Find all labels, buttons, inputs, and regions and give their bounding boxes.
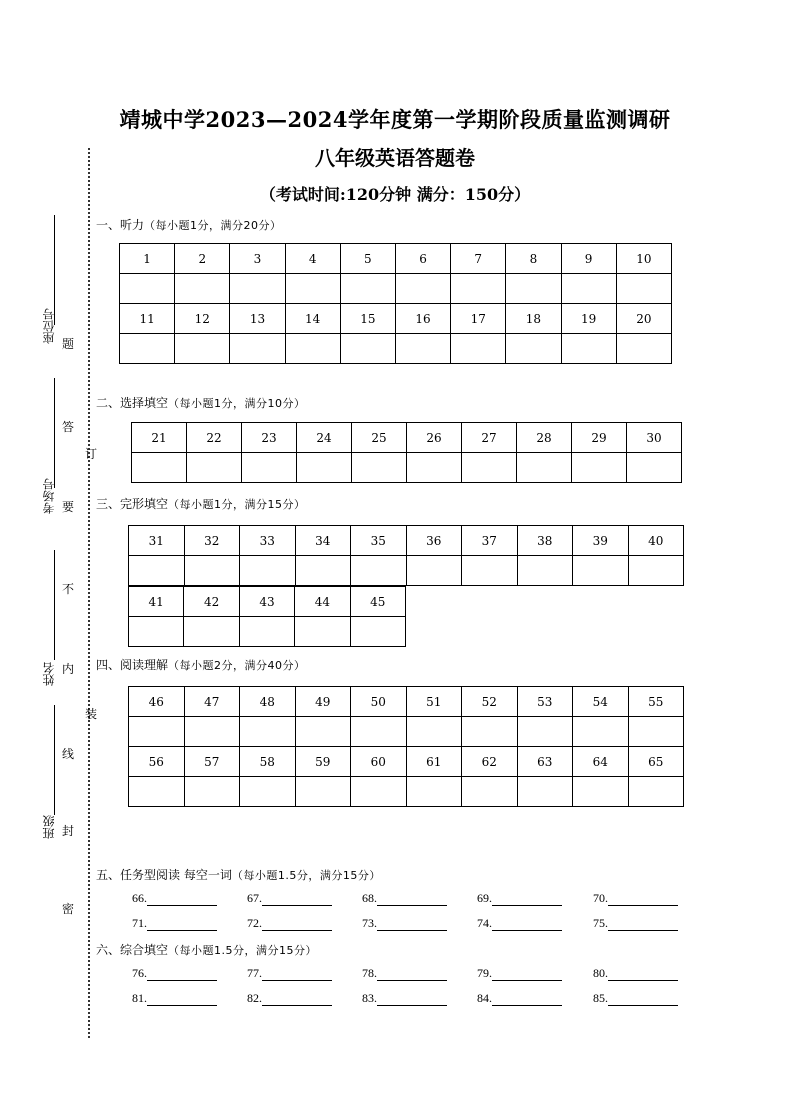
answer-cell[interactable]: [517, 453, 572, 483]
blank-line[interactable]: [262, 893, 332, 906]
question-number: 60: [351, 747, 407, 777]
section-note: （每小题2分，满分40分）: [168, 659, 306, 672]
answer-cell[interactable]: [129, 717, 185, 747]
seal-char: 题: [62, 337, 75, 351]
binding-dotted-line: [88, 148, 90, 1038]
blank-item[interactable]: [362, 991, 447, 1006]
answer-cell[interactable]: [561, 274, 616, 304]
answer-cell[interactable]: [407, 453, 462, 483]
blank-number: 75.: [593, 916, 608, 930]
blank-line[interactable]: [608, 968, 678, 981]
answer-cell[interactable]: [295, 717, 351, 747]
question-number: 37: [462, 526, 518, 556]
blank-line[interactable]: [147, 993, 217, 1006]
blank-line[interactable]: [492, 993, 562, 1006]
question-number: 64: [573, 747, 629, 777]
answer-cell[interactable]: [627, 453, 682, 483]
question-number: 12: [175, 304, 230, 334]
seal-char: 装: [85, 707, 98, 721]
blank-item[interactable]: [362, 966, 447, 981]
question-number: 20: [616, 304, 671, 334]
question-number: 25: [352, 423, 407, 453]
question-number: 9: [561, 244, 616, 274]
blank-line[interactable]: [262, 968, 332, 981]
seal-char: 内: [62, 662, 75, 676]
question-number: 62: [462, 747, 518, 777]
section-note: （每小题1.5分，满分15分）: [231, 869, 381, 882]
answer-cell[interactable]: [340, 334, 395, 364]
blank-line[interactable]: [492, 968, 562, 981]
blank-number: 72.: [247, 916, 262, 930]
question-number: 1: [120, 244, 175, 274]
seal-char: 订: [85, 447, 98, 461]
answer-cell[interactable]: [506, 274, 561, 304]
blank-item[interactable]: [593, 966, 678, 981]
question-number: 63: [517, 747, 573, 777]
answer-cell[interactable]: [285, 274, 340, 304]
question-number: 31: [129, 526, 185, 556]
seat-number-label: 座位号: [42, 308, 56, 344]
blank-line[interactable]: [377, 968, 447, 981]
question-number: 16: [395, 304, 450, 334]
answer-cell[interactable]: [628, 556, 684, 586]
answer-cell[interactable]: [129, 556, 185, 586]
question-number: 53: [517, 687, 573, 717]
question-number: 27: [462, 423, 517, 453]
answer-cell[interactable]: [184, 617, 239, 647]
answer-cell[interactable]: [184, 556, 240, 586]
answer-cell[interactable]: [506, 334, 561, 364]
blank-line[interactable]: [492, 918, 562, 931]
section-title: 二、选择填空: [96, 396, 169, 410]
blank-item[interactable]: [362, 916, 447, 931]
answer-cell[interactable]: [129, 617, 184, 647]
question-number: 58: [240, 747, 296, 777]
blank-line[interactable]: [377, 893, 447, 906]
blank-number: 67.: [247, 891, 262, 905]
question-number: 15: [340, 304, 395, 334]
blank-item[interactable]: [362, 891, 447, 906]
answer-cell[interactable]: [129, 777, 185, 807]
seal-char: 密: [62, 902, 75, 916]
section-note: （每小题1分，满分20分）: [144, 219, 282, 232]
answer-cell[interactable]: [295, 617, 350, 647]
section-title: 四、阅读理解: [96, 658, 169, 672]
blank-item[interactable]: [132, 891, 217, 906]
answer-cell[interactable]: [462, 777, 518, 807]
answer-cell[interactable]: [616, 334, 671, 364]
question-number: 51: [406, 687, 462, 717]
question-number: 47: [184, 687, 240, 717]
seal-char: 封: [62, 824, 75, 838]
blank-line[interactable]: [262, 993, 332, 1006]
answer-cell[interactable]: [561, 334, 616, 364]
blank-item[interactable]: [477, 991, 562, 1006]
choice-answer-grid: [131, 422, 682, 483]
blank-line[interactable]: [608, 993, 678, 1006]
answer-cell[interactable]: [230, 274, 285, 304]
answer-cell[interactable]: [184, 777, 240, 807]
class-line: [54, 705, 55, 815]
answer-cell[interactable]: [351, 556, 407, 586]
exam-info: （考试时间:120分钟 满分：150分）: [259, 185, 531, 204]
question-number: 7: [451, 244, 506, 274]
question-number: 26: [407, 423, 462, 453]
answer-cell[interactable]: [230, 334, 285, 364]
blank-number: 83.: [362, 991, 377, 1005]
section-comprehensive-fill-heading: [96, 941, 317, 958]
answer-cell[interactable]: [297, 453, 352, 483]
question-number: 22: [187, 423, 242, 453]
question-number: 28: [517, 423, 572, 453]
question-number: 10: [616, 244, 671, 274]
question-number: 38: [517, 526, 573, 556]
exam-room-line: [54, 378, 55, 488]
answer-cell[interactable]: [406, 556, 462, 586]
question-number: 57: [184, 747, 240, 777]
blank-line[interactable]: [377, 918, 447, 931]
question-number: 40: [628, 526, 684, 556]
question-number: 35: [351, 526, 407, 556]
answer-cell[interactable]: [395, 274, 450, 304]
answer-cell[interactable]: [573, 556, 629, 586]
answer-cell[interactable]: [517, 556, 573, 586]
answer-cell[interactable]: [517, 717, 573, 747]
answer-cell[interactable]: [242, 453, 297, 483]
question-number: 43: [239, 587, 294, 617]
question-number: 30: [627, 423, 682, 453]
blank-number: 74.: [477, 916, 492, 930]
question-number: 50: [351, 687, 407, 717]
question-number: 44: [295, 587, 350, 617]
blank-item[interactable]: [477, 891, 562, 906]
section-choice-heading: [96, 394, 306, 411]
answer-cell[interactable]: [239, 617, 294, 647]
question-number: 11: [120, 304, 175, 334]
question-number: 52: [462, 687, 518, 717]
answer-cell[interactable]: [462, 556, 518, 586]
blank-number: 85.: [593, 991, 608, 1005]
seal-char: 答: [62, 420, 75, 434]
question-number: 56: [129, 747, 185, 777]
section-reading-heading: [96, 656, 306, 673]
question-number: 14: [285, 304, 340, 334]
question-number: 49: [295, 687, 351, 717]
answer-cell[interactable]: [406, 717, 462, 747]
answer-cell[interactable]: [175, 274, 230, 304]
answer-cell[interactable]: [406, 777, 462, 807]
blank-number: 70.: [593, 891, 608, 905]
exam-room-label: 考场号: [42, 478, 56, 514]
question-number: 61: [406, 747, 462, 777]
question-number: 41: [129, 587, 184, 617]
listening-answer-grid: [119, 243, 672, 364]
blank-item[interactable]: [477, 916, 562, 931]
blank-number: 84.: [477, 991, 492, 1005]
answer-cell[interactable]: [395, 334, 450, 364]
question-number: 34: [295, 526, 351, 556]
blank-number: 79.: [477, 966, 492, 980]
blank-item[interactable]: [247, 916, 332, 931]
question-number: 46: [129, 687, 185, 717]
blank-line[interactable]: [147, 918, 217, 931]
answer-cell[interactable]: [350, 617, 405, 647]
blank-number: 68.: [362, 891, 377, 905]
section-title: 五、任务型阅读 每空一词: [96, 868, 232, 882]
question-number: 29: [572, 423, 627, 453]
class-label: 班级: [42, 815, 56, 839]
blank-number: 82.: [247, 991, 262, 1005]
question-number: 2: [175, 244, 230, 274]
blank-line[interactable]: [262, 918, 332, 931]
exam-title: 靖城中学2023—2024学年度第一学期阶段质量监测调研: [119, 107, 671, 132]
answer-cell[interactable]: [295, 556, 351, 586]
blank-number: 71.: [132, 916, 147, 930]
answer-cell[interactable]: [120, 334, 175, 364]
blank-number: 77.: [247, 966, 262, 980]
question-number: 45: [350, 587, 405, 617]
blank-item[interactable]: [132, 966, 217, 981]
blank-line[interactable]: [377, 993, 447, 1006]
section-note: （每小题1分，满分10分）: [168, 397, 306, 410]
question-number: 8: [506, 244, 561, 274]
blank-item[interactable]: [477, 966, 562, 981]
question-number: 24: [297, 423, 352, 453]
answer-cell[interactable]: [351, 717, 407, 747]
blank-number: 80.: [593, 966, 608, 980]
answer-cell[interactable]: [517, 777, 573, 807]
answer-cell[interactable]: [240, 556, 296, 586]
question-number: 6: [395, 244, 450, 274]
question-number: 59: [295, 747, 351, 777]
answer-cell[interactable]: [240, 777, 296, 807]
answer-cell[interactable]: [573, 777, 629, 807]
answer-cell[interactable]: [187, 453, 242, 483]
answer-cell[interactable]: [132, 453, 187, 483]
question-number: 48: [240, 687, 296, 717]
blank-line[interactable]: [147, 968, 217, 981]
question-number: 42: [184, 587, 239, 617]
blank-item[interactable]: [593, 916, 678, 931]
answer-cell[interactable]: [240, 717, 296, 747]
answer-cell[interactable]: [285, 334, 340, 364]
answer-cell[interactable]: [184, 717, 240, 747]
answer-cell[interactable]: [340, 274, 395, 304]
answer-cell[interactable]: [175, 334, 230, 364]
section-note: （每小题1.5分，满分15分）: [168, 944, 318, 957]
section-cloze-heading: [96, 495, 306, 512]
answer-cell[interactable]: [451, 334, 506, 364]
question-number: 18: [506, 304, 561, 334]
question-number: 13: [230, 304, 285, 334]
question-number: 19: [561, 304, 616, 334]
blank-item[interactable]: [247, 891, 332, 906]
cloze-answer-grid-1: [128, 525, 684, 586]
blank-item[interactable]: [247, 991, 332, 1006]
section-title: 三、完形填空: [96, 497, 169, 511]
answer-cell[interactable]: [295, 777, 351, 807]
question-number: 54: [573, 687, 629, 717]
answer-cell[interactable]: [451, 274, 506, 304]
question-number: 5: [340, 244, 395, 274]
answer-cell[interactable]: [462, 453, 517, 483]
question-number: 39: [573, 526, 629, 556]
section-title: 一、听力: [96, 218, 145, 232]
reading-answer-grid: [128, 686, 684, 807]
blank-line[interactable]: [608, 893, 678, 906]
question-number: 65: [628, 747, 684, 777]
section-listening-heading: [96, 216, 282, 233]
blank-number: 73.: [362, 916, 377, 930]
blank-item[interactable]: [593, 991, 678, 1006]
seal-char: 要: [62, 500, 75, 514]
blank-line[interactable]: [608, 918, 678, 931]
question-number: 36: [406, 526, 462, 556]
answer-cell[interactable]: [616, 274, 671, 304]
question-number: 33: [240, 526, 296, 556]
answer-cell[interactable]: [352, 453, 407, 483]
name-label: 姓名: [42, 662, 56, 686]
answer-cell[interactable]: [120, 274, 175, 304]
question-number: 21: [132, 423, 187, 453]
question-number: 23: [242, 423, 297, 453]
blank-number: 76.: [132, 966, 147, 980]
answer-cell[interactable]: [462, 717, 518, 747]
answer-cell[interactable]: [628, 717, 684, 747]
blank-item[interactable]: [593, 891, 678, 906]
answer-cell[interactable]: [628, 777, 684, 807]
question-number: 3: [230, 244, 285, 274]
section-task-reading-heading: [96, 866, 381, 883]
question-number: 17: [451, 304, 506, 334]
answer-cell[interactable]: [351, 777, 407, 807]
blank-line[interactable]: [492, 893, 562, 906]
question-number: 4: [285, 244, 340, 274]
seal-char: 线: [62, 747, 75, 761]
question-number: 32: [184, 526, 240, 556]
answer-cell[interactable]: [573, 717, 629, 747]
blank-item[interactable]: [247, 966, 332, 981]
exam-subtitle: 八年级英语答题卷: [315, 146, 475, 170]
answer-cell[interactable]: [572, 453, 627, 483]
blank-number: 81.: [132, 991, 147, 1005]
cloze-answer-grid-2: [128, 586, 406, 647]
blank-number: 78.: [362, 966, 377, 980]
blank-number: 69.: [477, 891, 492, 905]
question-number: 55: [628, 687, 684, 717]
seal-char: 不: [62, 582, 75, 596]
blank-line[interactable]: [147, 893, 217, 906]
blank-number: 66.: [132, 891, 147, 905]
section-note: （每小题1分，满分15分）: [168, 498, 306, 511]
section-title: 六、综合填空: [96, 943, 169, 957]
name-line: [54, 550, 55, 660]
blank-item[interactable]: [132, 991, 217, 1006]
blank-item[interactable]: [132, 916, 217, 931]
